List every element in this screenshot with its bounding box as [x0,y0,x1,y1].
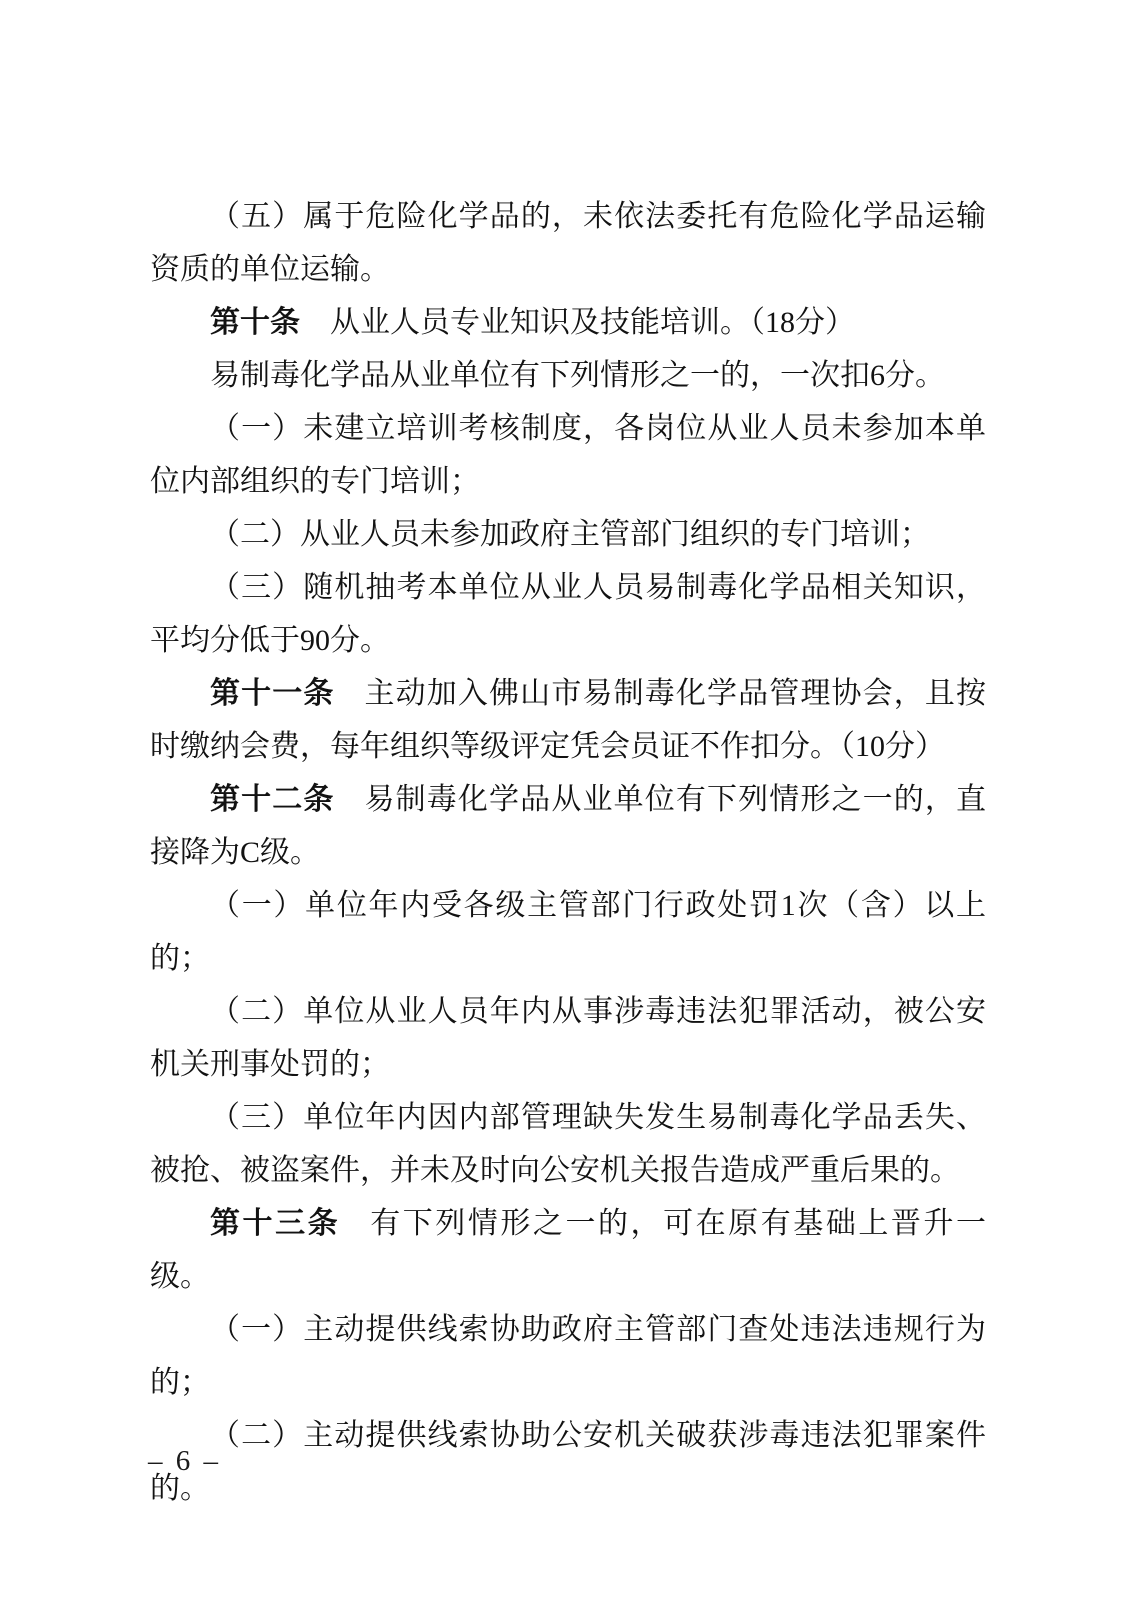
paragraph-text: 主动加入佛山市易制毒化学品管理协会，且按时缴纳会费，每年组织等级评定凭会员证不作扣分。（10分） [150,677,987,763]
paragraph-text: 从业人员专业知识及技能培训。（18分） [330,306,855,339]
paragraph [150,667,986,773]
paragraph [150,508,986,561]
paragraph-text: （五）属于危险化学品的，未依法委托有危险化学品运输资质的单位运输。 [150,200,986,286]
paragraph-text: （三）随机抽考本单位从业人员易制毒化学品相关知识，平均分低于90分。 [150,571,986,657]
paragraph-text: 易制毒化学品从业单位有下列情形之一的，直接降为C级。 [150,783,987,869]
paragraph [150,561,986,667]
paragraph-text: （一）主动提供线索协助政府主管部门查处违法违规行为的； [150,1313,986,1399]
paragraph [150,296,986,349]
paragraph [150,773,986,879]
article-heading: 第十二条 [210,783,335,816]
paragraph-text: （二）主动提供线索协助公安机关破获涉毒违法犯罪案件的。 [150,1419,986,1505]
paragraph [150,1197,986,1303]
paragraph-text: （二）单位从业人员年内从事涉毒违法犯罪活动，被公安机关刑事处罚的； [150,995,986,1081]
paragraph [150,879,986,985]
paragraph [150,985,986,1091]
page-number: – 6 – [148,1445,221,1477]
paragraph [150,1409,986,1515]
paragraph-text: （一）单位年内受各级主管部门行政处罚1次（含）以上的； [150,889,986,975]
paragraph-text: 易制毒化学品从业单位有下列情形之一的，一次扣6分。 [210,359,945,392]
paragraph-text: （二）从业人员未参加政府主管部门组织的专门培训； [210,518,930,551]
paragraph [150,349,986,402]
paragraph-text: （一）未建立培训考核制度，各岗位从业人员未参加本单位内部组织的专门培训； [150,412,986,498]
article-heading: 第十一条 [210,677,335,710]
paragraph-text: （三）单位年内因内部管理缺失发生易制毒化学品丢失、被抢、被盗案件，并未及时向公安机关报告造成严重后果的。 [150,1101,986,1187]
article-heading: 第十条 [210,306,300,339]
paragraph [150,1091,986,1197]
paragraph [150,190,986,296]
document-body [150,190,986,1515]
paragraph [150,1303,986,1409]
paragraph [150,402,986,508]
article-heading: 第十三条 [210,1207,341,1240]
paragraph-text: 有下列情形之一的，可在原有基础上晋升一级。 [150,1207,987,1293]
